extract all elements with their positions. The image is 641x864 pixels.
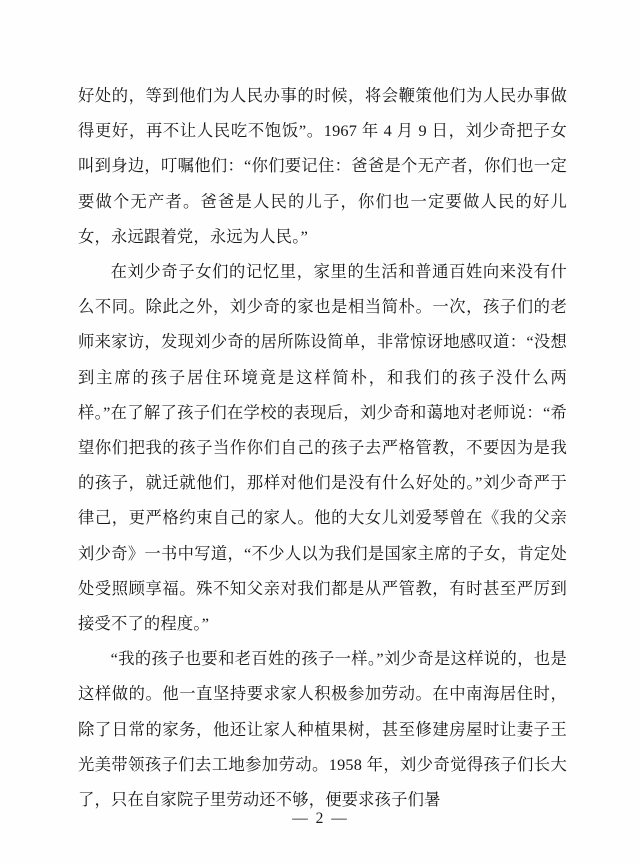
paragraph-1: 好处的，等到他们为人民办事的时候，将会鞭策他们为人民办事做得更好，再不让人民吃不饱饭”。1967 年 4 月 9 日，刘少奇把子女叫到身边，叮嘱他们：“你们要记住：爸爸是个无产者，你们也一定要做个无产者。爸爸是人民的儿子，你们也一定要做人民的好儿女，永远跟着党，永远为人民。” xyxy=(78,86,567,246)
document-body xyxy=(78,78,567,817)
paragraph-3: “我的孩子也要和老百姓的孩子一样。”刘少奇是这样说的，也是这样做的。他一直坚持要求家人积极参加劳动。在中南海居住时，除了日常的家务，他还让家人种植果树，甚至修建房屋时让妻子王光美带领孩子们去工地参加劳动。1958 年，刘少奇觉得孩子们长大了，只在自家院子里劳动还不够，便要求孩子们暑 xyxy=(78,649,567,810)
paragraph-2: 在刘少奇子女们的记忆里，家里的生活和普通百姓向来没有什么不同。除此之外，刘少奇的家也是相当简朴。一次，孩子们的老师来家访，发现刘少奇的居所陈设简单，非常惊讶地感叹道：“没想到主席的孩子居住环境竟是这样简朴，和我们的孩子没什么两样。”在了解了孩子们在学校的表现后，刘少奇和蔼地对老师说：“希望你们把我的孩子当作你们自己的孩子去严格管教，不要因为是我的孩子，就迁就他们，那样对他们是没有什么好处的。”刘少奇严于律己，更严格约束自己的家人。他的大女儿刘爱琴曾在《我的父亲刘少奇》一书中写道，“不少人以为我们是国家主席的子女，肯定处处受照顾享福。殊不知父亲对我们都是从严管教，有时甚至严厉到接受不了的程度。” xyxy=(78,262,567,634)
page-number: — 2 — xyxy=(292,810,349,827)
